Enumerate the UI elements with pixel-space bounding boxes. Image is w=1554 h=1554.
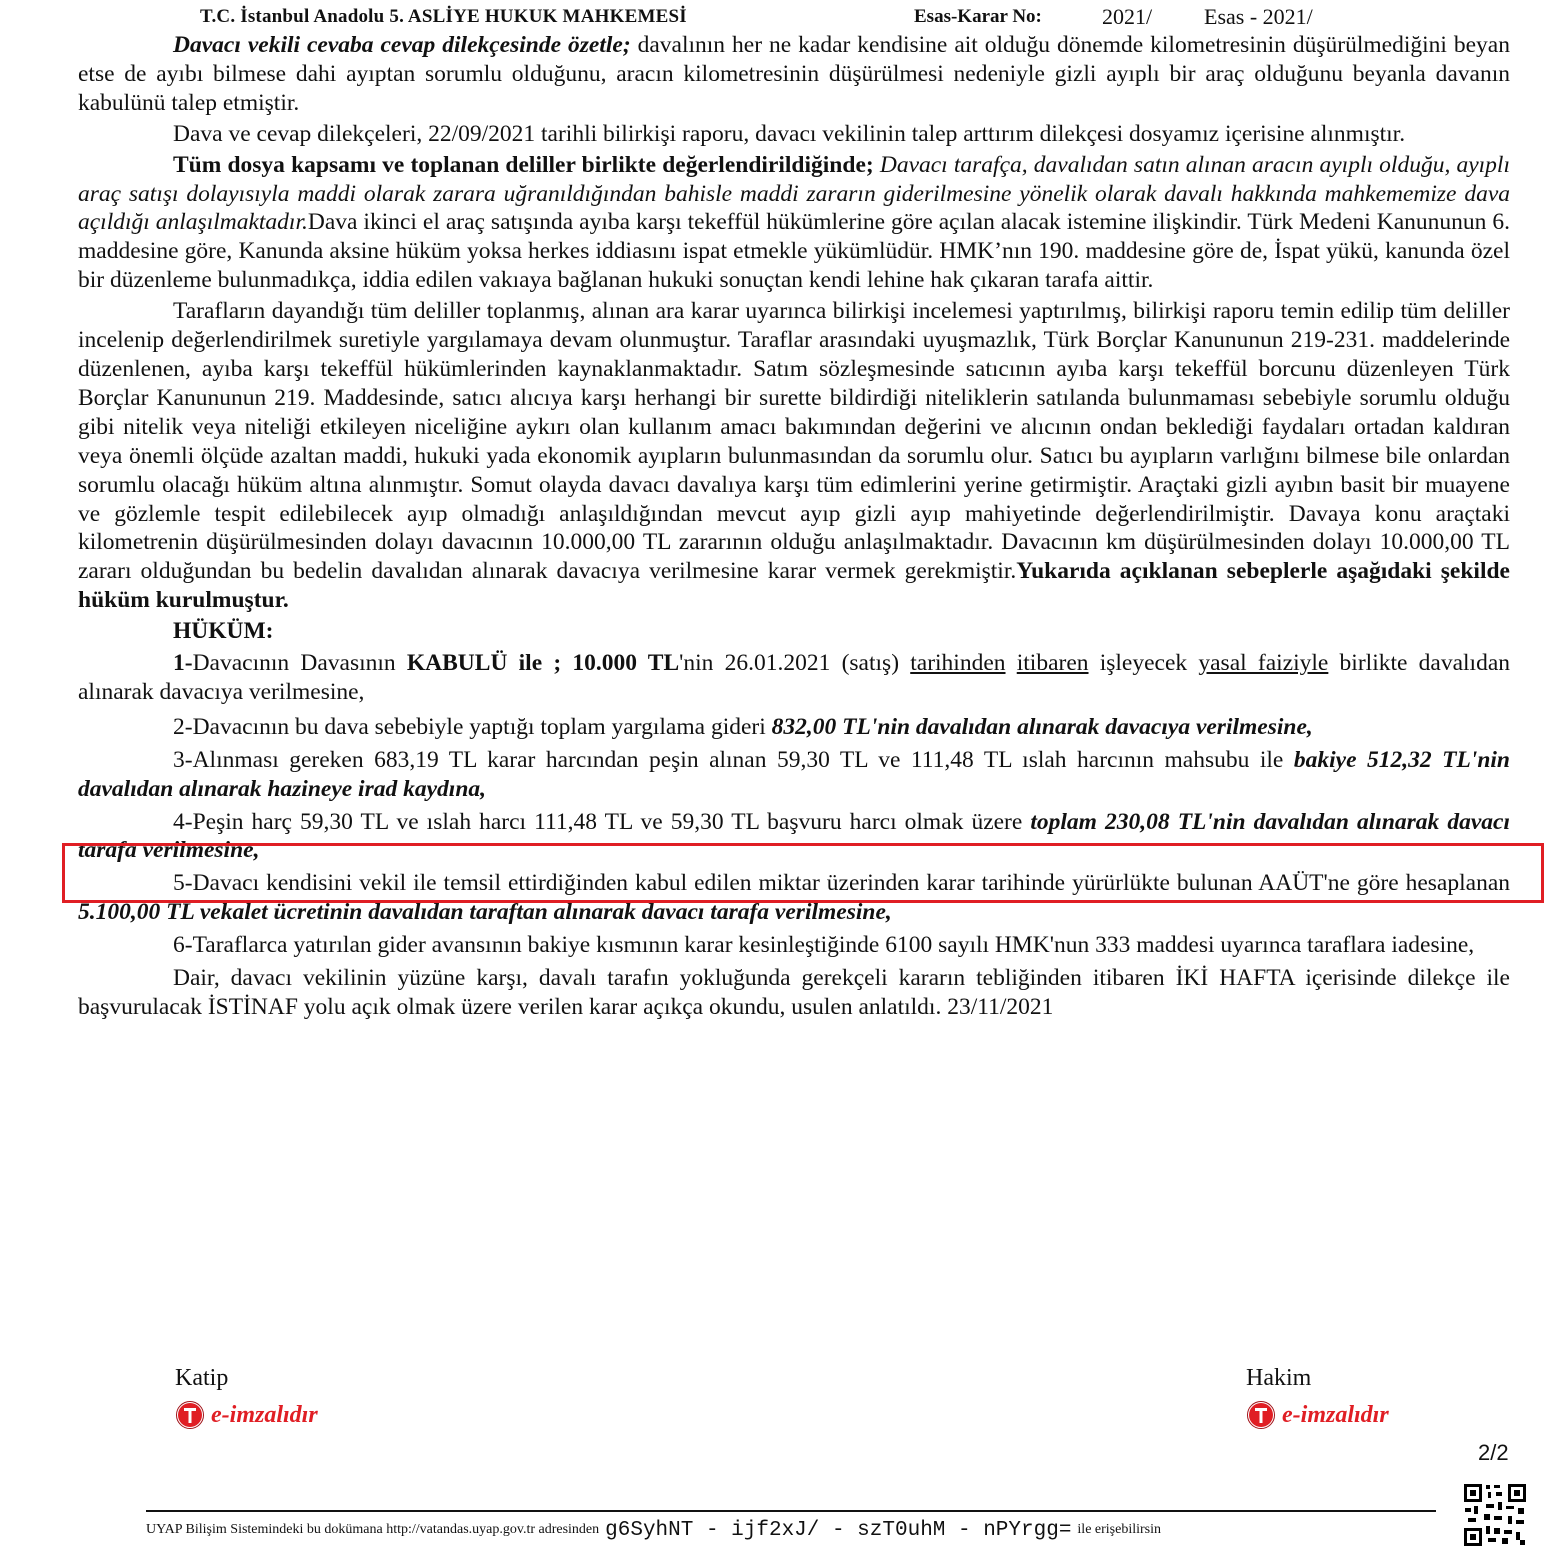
footer-verification-code: g6SyhNT - ijf2xJ/ - szT0uhM - nPYrgg= (605, 1518, 1072, 1542)
hukum-item-2: 2-Davacının bu dava sebebiyle yaptığı toplam yargılama gideri 832,00 TL'nin davalıdan alınarak davacıya verilmesine, (173, 713, 1313, 740)
esas-karar-label: Esas-Karar No: (914, 6, 1042, 27)
signature-katip (175, 1364, 318, 1430)
document-body (78, 31, 1510, 1024)
closing-paragraph: Dair, davacı vekilinin yüzüne karşı, davalı tarafın yokluğunda gerekçeli kararın tebliğinden itibaren İKİ HAFTA içerisinde dilekçe ile başvurulacak İSTİNAF yolu açık olmak üzere verilen karar açıkça okundu, usulen anlatıldı. 23/11/2021 (78, 965, 1510, 1020)
paragraph-evaluation: Tüm dosya kapsamı ve toplanan deliller birlikte değerlendirildiğinde; Davacı tarafça, davalıdan satın alınan aracın ayıplı olduğu, ayıplı araç satışı dolayısıyla maddi olarak zarara uğranıldığından bahisle maddi zararın giderilmesine yönelik olarak davalı hakkında mahkememize dava açıldığı anlaşılmaktadır.Dava ikinci el araç satışında ayıba karşı tekeffül hükümlerine göre açılan alacak istemine ilişkindir. Türk Medeni Kanununun 6. maddesine göre, Kanunda aksine hüküm yoksa herkes iddiasını ispat etmekle yükümlüdür. HMK’nın 190. maddesine göre de, İspat yükü, kanunda özel bir düzenleme bulunmadıkça, iddia edilen vakıaya bağlanan hukuki sonuçtan kendi lehine hak çıkaran tarafa aittir. (78, 151, 1510, 294)
signature-role-hakim: Hakim (1246, 1365, 1312, 1391)
hukum-title: HÜKÜM: (173, 618, 274, 645)
signature-hakim (1246, 1364, 1389, 1430)
esign-label-hakim: e-imzalıdır (1282, 1402, 1389, 1428)
paragraph-reply-summary: Davacı vekili cevaba cevap dilekçesinde özetle; davalının her ne kadar kendisine ait olduğu dönemde kilometresinin düşürülmediğini beyan etse de ayıbı bilmese dahi ayıptan sorumlu olduğunu, aracın kilometresinin düşürülmesi nedeniyle gizli ayıplı bir araç olduğunu beyanla davanın kabulünü talep etmiştir. (78, 32, 1510, 116)
footer-suffix: ile erişebilirsin (1077, 1522, 1162, 1537)
esas-karar-value-2: Esas - 2021/ (1204, 4, 1313, 29)
page-number: 2/2 (1478, 1440, 1509, 1465)
court-name: T.C. İstanbul Anadolu 5. ASLİYE HUKUK MAHKEMESİ (200, 6, 687, 27)
esign-hakim (1246, 1400, 1389, 1430)
hukum-item-3: 3-Alınması gereken 683,19 TL karar harcından peşin alınan 59,30 TL ve 111,48 TL ıslah harcının mahsubu ile bakiye 512,32 TL'nin davalıdan alınarak hazineye irad kaydına, (78, 746, 1511, 802)
hukum-item-4: 4-Peşin harç 59,30 TL ve ıslah harcı 111,48 TL ve 59,30 TL başvuru harcı olmak üzere toplam 230,08 TL'nin davalıdan alınarak davacı tarafa verilmesine, (78, 808, 1510, 864)
paragraph-reasoning: Tarafların dayandığı tüm deliller toplanmış, alınan ara karar uyarınca bilirkişi incelemesi yaptırılmış, bilirkişi raporu temin edilip tüm deliller incelenip değerlendirilmek suretiyle yargılamaya devam olunmuştur. Taraflar arasındaki uyuşmazlık, Türk Borçlar Kanununun 219-231. maddelerinde düzenlenen, ayıba karşı tekeffül hükümlerinden kaynaklanmaktadır. Satım sözleşmesinde satıcının ayıba karşı tekeffül borcunu düzenleyen Türk Borçlar Kanununun 219. Maddesinde, satıcı alıcıya karşı herhangi bir surette bildirdiği niteliklerin satılanda bulunmaması sebebiyle sorumlu olduğu gibi nitelik veya niteliği etkileyen niceliğine aykırı olan kullanım amacı bakımından değerini ve alıcının ondan beklediği faydaları ortadan kaldıran veya önemli ölçüde azaltan maddi, hukuki yada ekonomik ayıpların bulunmasından da sorumlu olur. Satıcı bu ayıpların varlığını bilmese bile onlardan sorumlu olacağı hüküm altına alınmıştır. Somut olayda davacı davalıya karşı tüm edimlerini yerine getirmiştir. Araçtaki gizli ayıbın basit bir muayene ve gözlemle tespit edilebilecek ayıp olmadığı anlaşıldığından mevcut ayıp gizli ayıp mahiyetinde değerlendirilmiştir. Davaya konu araçtaki kilometrenin düşürülmesinden dolayı davacının 10.000,00 TL zararının olduğu anlaşılmaktadır. Davacının km düşürülmesinden dolayı 10.000,00 TL zararı olduğundan bu bedelin davalıdan alınarak davacıya verilmesine karar vermek gerekmiştir.Yukarıda açıklanan sebeplerle aşağıdaki şekilde hüküm kurulmuştur. (78, 298, 1510, 614)
seal-icon (175, 1400, 205, 1430)
esign-label-katip: e-imzalıdır (211, 1402, 318, 1428)
esas-karar-value-1: 2021/ (1102, 4, 1153, 29)
document-header (200, 4, 1500, 30)
footer-divider (146, 1510, 1436, 1512)
hukum-item-6: 6-Taraflarca yatırılan gider avansının bakiye kısmının karar kesinleştiğinde 6100 sayılı HMK'nun 333 maddesi uyarınca taraflara iadesine, (173, 932, 1475, 959)
signature-role-katip: Katip (175, 1365, 229, 1391)
seal-icon (1246, 1400, 1276, 1430)
hukum-item-5: 5-Davacı kendisini vekil ile temsil ettirdiğinden kabul edilen miktar üzerinden karar tarihinde yürürlükte bulunan AAÜT'ne göre hesaplanan 5.100,00 TL vekalet ücretinin davalıdan taraftan alınarak davacı tarafa verilmesine, (78, 870, 1510, 926)
footer-prefix: UYAP Bilişim Sistemindeki bu dokümana http://vatandas.uyap.gov.tr adresinden (146, 1522, 600, 1537)
qr-code-icon (1462, 1482, 1528, 1548)
hukum-item-1: 1-Davacının Davasının KABULÜ ile ; 10.000 TL'nin 26.01.2021 (satış) tarihinden itibaren işleyecek yasal faiziyle birlikte davalıdan alınarak davacıya verilmesine, (78, 650, 1510, 705)
footer (146, 1518, 1446, 1542)
esign-katip (175, 1400, 318, 1430)
paragraph-evidence: Dava ve cevap dilekçeleri, 22/09/2021 tarihli bilirkişi raporu, davacı vekilinin talep arttırım dilekçesi dosyamız içerisine alınmıştır. (173, 120, 1406, 147)
